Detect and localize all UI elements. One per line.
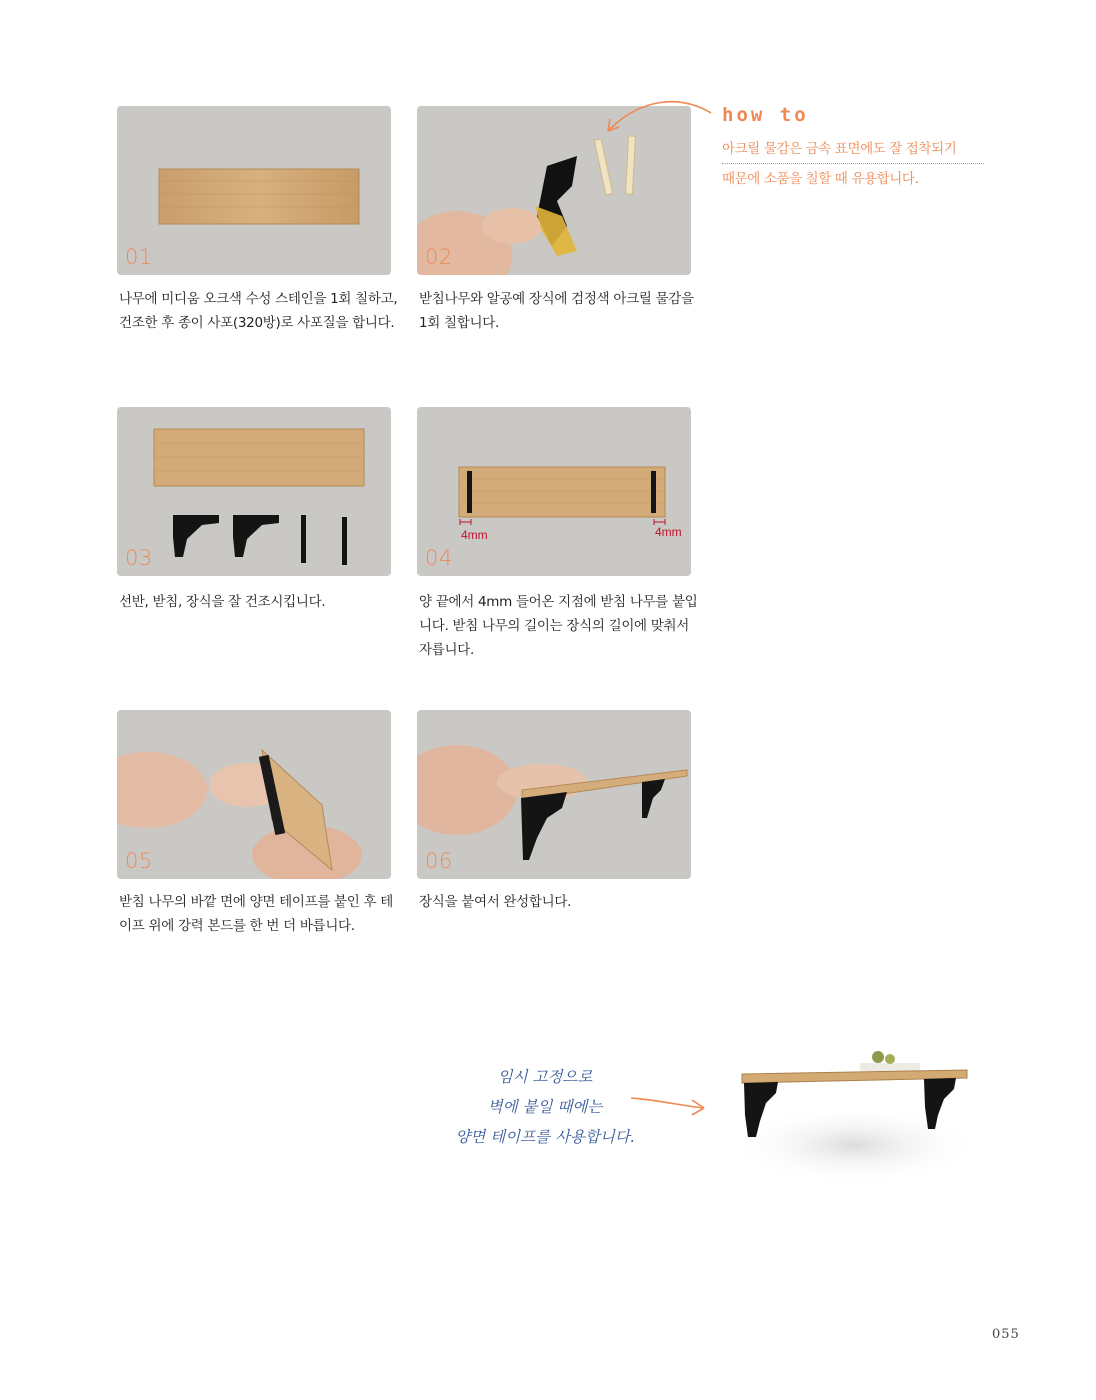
step-06-caption: 장식을 붙여서 완성합니다. <box>419 894 572 910</box>
howto-text: 아크릴 물감은 금속 표면에도 잘 접착되기 때문에 소품을 칠할 때 유용합니다. <box>722 136 984 192</box>
bracket-ornament <box>521 792 567 860</box>
step-number: 04 <box>425 546 453 570</box>
step-01-illustration <box>117 106 391 275</box>
step-05-caption: 받침 나무의 바깥 면에 양면 테이프를 붙인 후 테 이프 위에 강력 본드를 한 번 더 바릅니다. <box>119 894 394 934</box>
step-04-photo <box>417 407 691 576</box>
arrow-icon <box>628 1092 708 1122</box>
step-number: 05 <box>125 849 153 873</box>
finished-shelf-photo <box>730 1045 980 1185</box>
support-stick-right <box>651 471 656 513</box>
step-03-photo <box>117 407 391 576</box>
wall-shadow <box>730 1105 980 1185</box>
small-book <box>860 1063 920 1071</box>
handwritten-note: 임시 고정으로 벽에 붙일 때에는 양면 테이프를 사용합니다. <box>455 1068 635 1146</box>
plant-decor <box>872 1051 884 1063</box>
step-number: 02 <box>425 245 453 269</box>
step-05-photo <box>117 710 391 879</box>
step-05-illustration <box>117 710 391 879</box>
measure-label-right: 4mm <box>655 525 682 539</box>
wood-plank <box>154 429 364 486</box>
measure-marks <box>460 519 665 525</box>
step-06-photo <box>417 710 691 879</box>
black-stick <box>301 515 306 563</box>
step-number: 03 <box>125 546 153 570</box>
plant-decor <box>885 1054 895 1064</box>
wood-plank <box>159 169 359 224</box>
finger <box>482 208 542 244</box>
page-number: 055 <box>992 1327 1020 1342</box>
support-stick-left <box>467 471 472 513</box>
wood-plank <box>459 467 665 517</box>
hand <box>117 752 207 828</box>
step-number: 06 <box>425 849 453 873</box>
bracket-ornament <box>233 515 279 557</box>
step-01-caption: 나무에 미디움 오크색 수성 스테인을 1회 칠하고, 건조한 후 종이 사포(320방)로 사포질을 합니다. <box>119 291 398 331</box>
step-number: 01 <box>125 245 153 269</box>
step-04-illustration <box>417 407 691 576</box>
bracket-ornament <box>642 779 665 818</box>
arrow-icon <box>596 95 716 155</box>
step-06-illustration <box>417 710 691 879</box>
howto-title: how to <box>722 104 809 126</box>
step-03-illustration <box>117 407 391 576</box>
step-03-caption: 선반, 받침, 장식을 잘 건조시킵니다. <box>119 594 326 610</box>
step-02-caption: 받침나무와 알공예 장식에 검정색 아크릴 물감을 1회 칠합니다. <box>419 291 694 331</box>
step-04-caption: 양 끝에서 4mm 들어온 지점에 받침 나무를 붙입 니다. 받침 나무의 길이는 장식의 길이에 맞춰서 자릅니다. <box>419 594 698 658</box>
step-01-photo <box>117 106 391 275</box>
black-stick <box>342 517 347 565</box>
bracket-ornament <box>173 515 219 557</box>
measure-label-left: 4mm <box>461 528 488 542</box>
